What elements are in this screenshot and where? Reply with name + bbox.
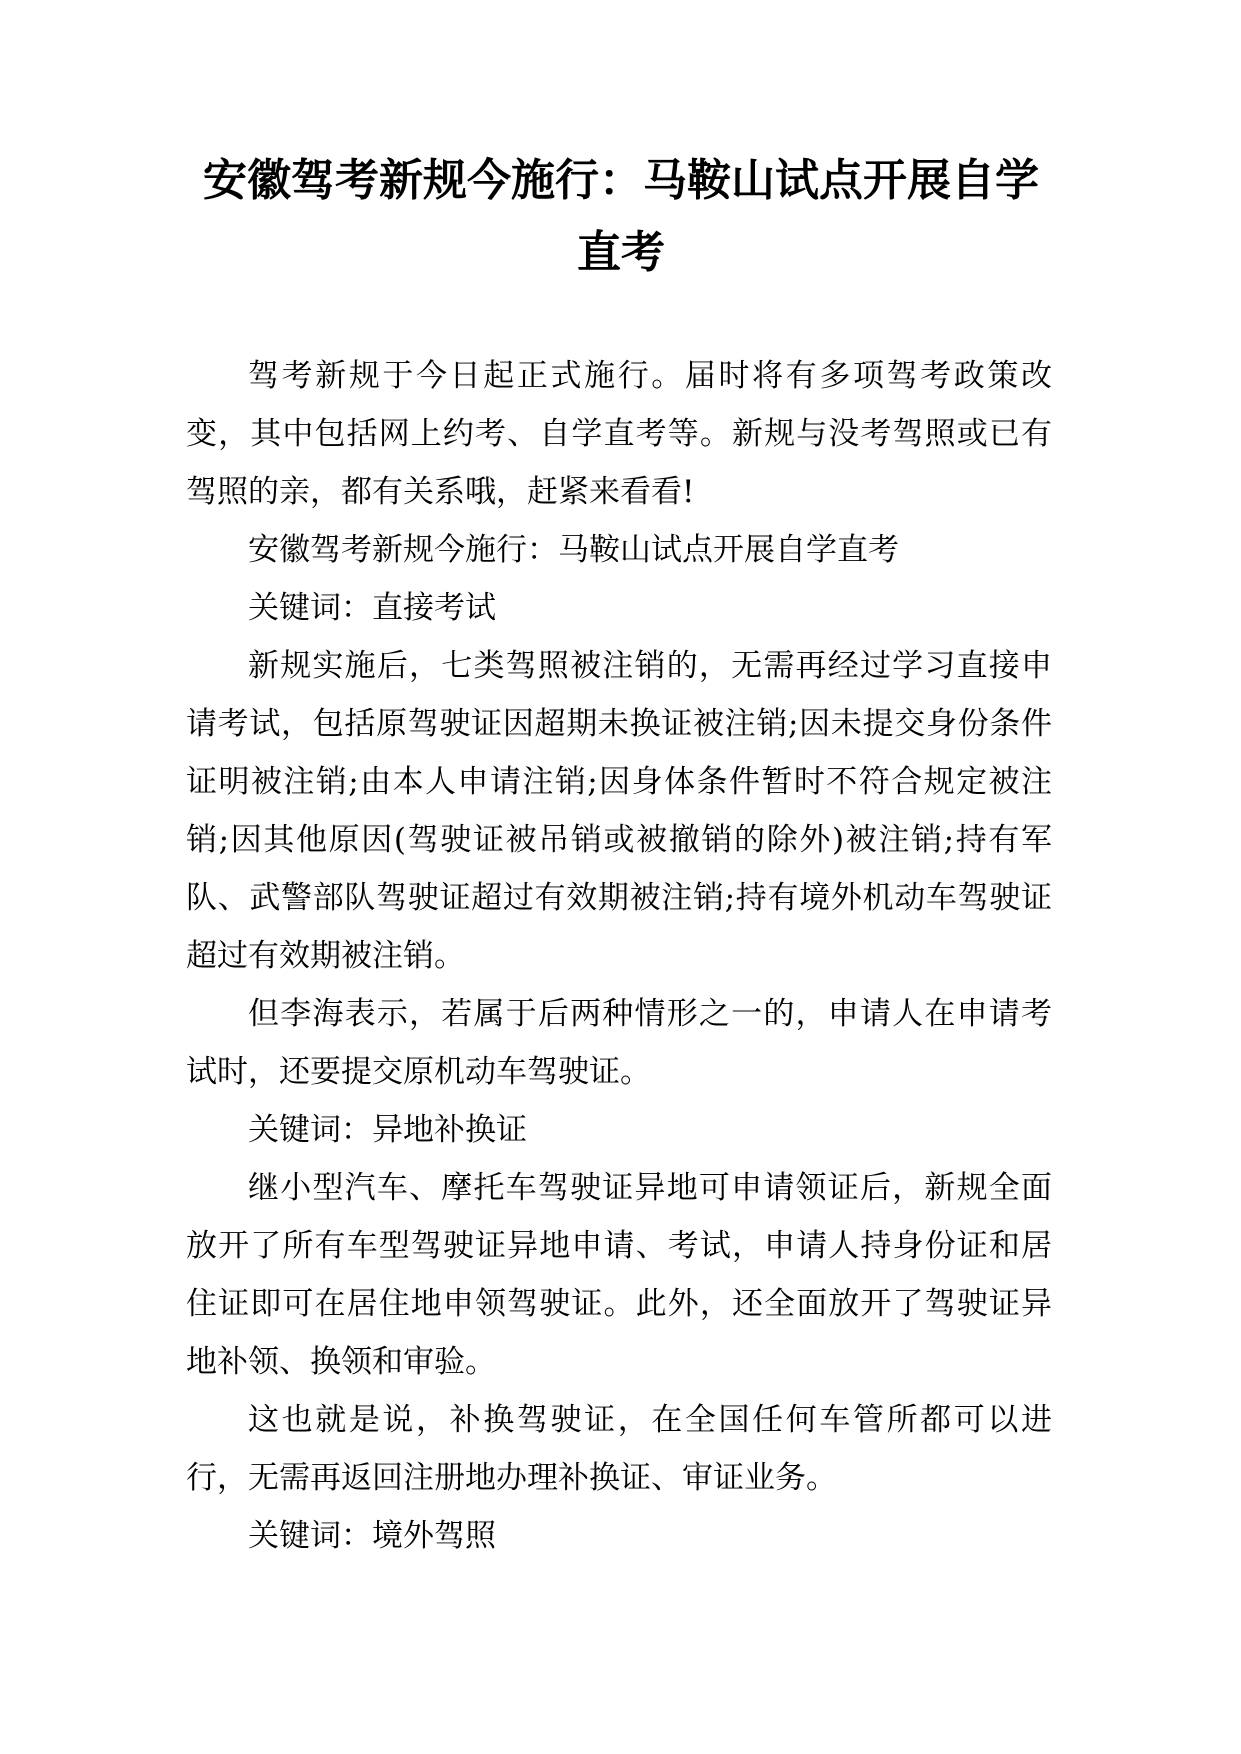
paragraph-intro: 驾考新规于今日起正式施行。届时将有多项驾考政策改变，其中包括网上约考、自学直考等。新规与没考驾照或已有驾照的亲，都有关系哦，赶紧来看看! [186,358,1052,510]
paragraph-li-hai-note: 但李海表示，若属于后两种情形之一的，申请人在申请考试时，还要提交原机动车驾驶证。 [186,996,1052,1090]
paragraph-cancelled-licenses: 新规实施后，七类驾照被注销的，无需再经过学习直接申请考试，包括原驾驶证因超期未换证被注销;因未提交身份条件证明被注销;由本人申请注销;因身体条件暂时不符合规定被注销;因其他原因(驾驶证被吊销或被撤销的除外)被注销;持有军队、武警部队驾驶证超过有效期被注销;持有境外机动车驾驶证超过有效期被注销。 [186,648,1052,974]
paragraph-any-vehicle-office: 这也就是说，补换驾驶证，在全国任何车管所都可以进行，无需再返回注册地办理补换证、审证业务。 [186,1402,1052,1496]
keyword-remote-replacement: 关键词：异地补换证 [248,1112,527,1148]
document-title: 安徽驾考新规今施行：马鞍山试点开展自学直考 [203,155,1039,278]
document-body [186,347,1052,1565]
keyword-foreign-license: 关键词：境外驾照 [248,1518,496,1554]
keyword-direct-exam: 关键词：直接考试 [248,590,496,626]
paragraph-remote-application: 继小型汽车、摩托车驾驶证异地可申请领证后，新规全面放开了所有车型驾驶证异地申请、考试，申请人持身份证和居住证即可在居住地申领驾驶证。此外，还全面放开了驾驶证异地补领、换领和审验。 [186,1170,1052,1380]
paragraph-subtitle: 安徽驾考新规今施行：马鞍山试点开展自学直考 [248,532,899,568]
